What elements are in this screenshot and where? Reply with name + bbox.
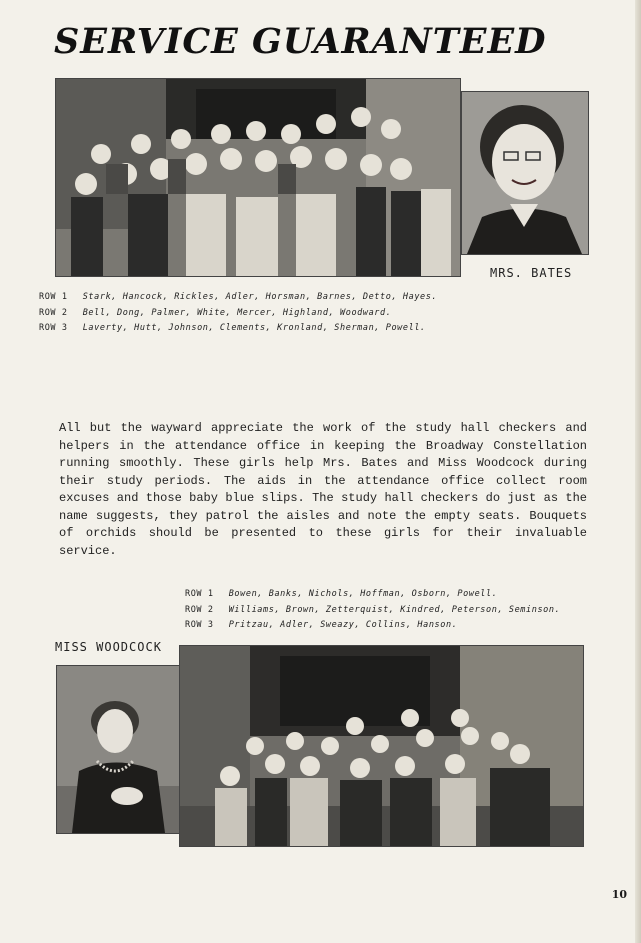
row-names: Bell, Dong, Palmer, White, Mercer, Highland, Woodward. bbox=[82, 307, 392, 318]
page-edge-shadow bbox=[635, 0, 641, 943]
portrait-miss-woodcock bbox=[56, 665, 180, 834]
group-photo-bottom bbox=[179, 645, 584, 847]
row-names: Laverty, Hutt, Johnson, Clements, Kronland, Sherman, Powell. bbox=[82, 323, 426, 333]
row-label: ROW 2 bbox=[39, 307, 68, 318]
top-row-1 bbox=[39, 290, 437, 306]
miss-woodcock-caption: MISS WOODCOCK bbox=[55, 640, 162, 654]
row-label: ROW 1 bbox=[185, 589, 214, 599]
page-number: 10 bbox=[611, 888, 627, 901]
mrs-bates-caption: MRS. BATES bbox=[490, 266, 573, 280]
bottom-row-2 bbox=[185, 603, 560, 619]
top-row-2 bbox=[39, 306, 437, 322]
top-row-list bbox=[39, 290, 437, 337]
body-paragraph: All but the wayward appreciate the work of the study hall checkers and helpers in the attendance office in keeping the Broadway Constellation running smoothly. These girls help Mrs. Bates and Miss Woodcock during their study periods. The aids in the attendance office collect room excuses and those baby blue slips. The study hall checkers do just as the name suggests, they patrol the aisles and note the empty seats. Bouquets of orchids should be presented to these girls for their invaluable service. bbox=[59, 421, 587, 558]
row-label: ROW 2 bbox=[185, 604, 214, 615]
bottom-row-list bbox=[185, 587, 560, 634]
bottom-row-1 bbox=[185, 587, 560, 603]
row-label: ROW 1 bbox=[39, 292, 68, 302]
page-title: SERVICE GUARANTEED bbox=[54, 21, 547, 62]
group-photo-top bbox=[55, 78, 461, 277]
portrait-mrs-bates bbox=[461, 91, 589, 255]
row-label: ROW 3 bbox=[39, 323, 68, 333]
row-label: ROW 3 bbox=[185, 620, 214, 630]
row-names: Bowen, Banks, Nichols, Hoffman, Osborn, Powell. bbox=[228, 589, 498, 599]
row-names: Pritzau, Adler, Sweazy, Collins, Hanson. bbox=[228, 620, 458, 630]
row-names: Stark, Hancock, Rickles, Adler, Horsman, Barnes, Detto, Hayes. bbox=[82, 292, 438, 302]
row-names: Williams, Brown, Zetterquist, Kindred, Peterson, Seminson. bbox=[228, 604, 561, 615]
bottom-row-3 bbox=[185, 618, 560, 634]
top-row-3 bbox=[39, 321, 437, 337]
